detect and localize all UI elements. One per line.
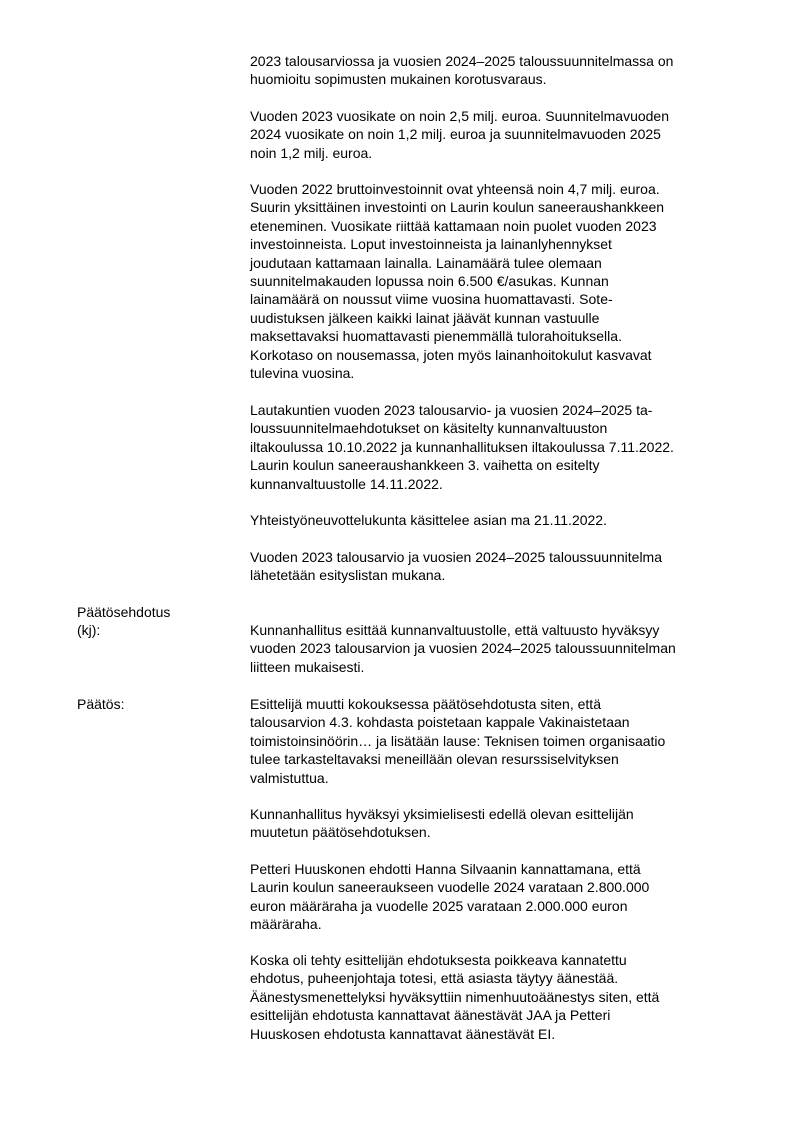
text-line: Korkotaso on nousemassa, joten myös lainanhoitokulut kasvavat [250, 346, 652, 363]
text-line: joudutaan kattamaan lainalla. Lainamäärä tulee olemaan [250, 254, 602, 271]
text-line: Koska oli tehty esittelijän ehdotuksesta poikkeava kannatettu [250, 952, 627, 968]
text-line: valmistuttua. [250, 769, 329, 786]
label-line: Päätösehdotus [77, 604, 171, 620]
text-line: Yhteistyöneuvottelukunta käsittelee asian ma 21.11.2022. [250, 512, 607, 528]
text-line: huomioitu sopimusten mukainen korotusvaraus. [250, 71, 547, 88]
text-line: iltakoulussa 10.10.2022 ja kunnanhallituksen iltakoulussa 7.11.2022. [250, 438, 674, 455]
paragraph-aanestys [250, 951, 750, 1043]
text-line: kunnanvaltuustolle 14.11.2022. [250, 475, 443, 492]
text-line: Laurin koulun saneeraushankkeen 3. vaihetta on esitelty [250, 457, 600, 474]
text-line: vuoden 2023 talousarvion ja vuosien 2024–2025 taloussuunnitelman [250, 640, 676, 657]
label-line: Päätös: [77, 696, 125, 712]
paragraph-muutti [250, 695, 750, 787]
text-line: Lautakuntien vuoden 2023 talousarvio- ja vuosien 2024–2025 ta- [250, 402, 653, 418]
text-line: Vuoden 2023 vuosikate on noin 2,5 milj. euroa. Suunnitelmavuoden [250, 108, 669, 124]
text-line: esittelijän ehdotusta kannattavat äänestävät JAA ja Petteri [250, 1007, 611, 1024]
text-line: Petteri Huuskonen ehdotti Hanna Silvaanin kannattamana, että [250, 861, 641, 877]
text-line: ehdotus, puheenjohtaja totesi, että asiasta täytyy äänestää. [250, 970, 619, 987]
text-line: eteneminen. Vuosikate riittää kattamaan noin puolet vuoden 2023 [250, 217, 657, 234]
label-line: (kj): [77, 622, 101, 639]
label-paatosehdotus [77, 603, 170, 640]
paragraph-huuskonen [250, 860, 750, 934]
paragraph-korotusvaraus [250, 52, 750, 89]
text-line: Huuskosen ehdotusta kannattavat äänestävät EI. [250, 1025, 556, 1042]
paragraph-hyvaksyi [250, 805, 750, 842]
text-line: liitteen mukaisesti. [250, 658, 365, 675]
text-line: muutetun päätösehdotuksen. [250, 824, 431, 841]
paragraph-investoinnit [250, 180, 750, 382]
text-line: lähetetään esityslistan mukana. [250, 567, 446, 584]
paragraph-lahetetaan [250, 548, 750, 585]
paragraph-vuosikate [250, 107, 750, 162]
text-line: Laurin koulun saneeraukseen vuodelle 2024 varataan 2.800.000 [250, 879, 650, 896]
text-line: toimistoinsinöörin… ja lisätään lause: Teknisen toimen organisaatio [250, 732, 666, 749]
text-line: euron määräraha ja vuodelle 2025 varataan 2.000.000 euron [250, 897, 628, 914]
text-line: tulee tarkasteltavaksi meneillään olevan resurssiselvityksen [250, 751, 619, 768]
text-line: tulevina vuosina. [250, 365, 355, 382]
text-line: loussuunnitelmaehdotukset on käsitelty kunnanvaltuuston [250, 420, 608, 437]
text-line: uudistuksen jälkeen kaikki lainat jäävät kunnan vastuulle [250, 309, 600, 326]
text-line: talousarvion 4.3. kohdasta poistetaan kappale Vakinaistetaan [250, 714, 630, 731]
text-line: maksettavaksi huomattavasti pienemmällä tulorahoituksella. [250, 328, 622, 345]
paragraph-ehdotus [250, 621, 750, 676]
paragraph-yhteistyo [250, 511, 750, 529]
text-line: 2023 talousarviossa ja vuosien 2024–2025 taloussuunnitelmassa on [250, 53, 674, 69]
text-line: Kunnanhallitus esittää kunnanvaltuustolle, että valtuusto hyväksyy [250, 622, 660, 638]
label-paatos [77, 695, 124, 713]
text-line: suunnitelmakauden lopussa noin 6.500 €/asukas. Kunnan [250, 273, 609, 290]
paragraph-lautakunnat [250, 401, 750, 493]
text-line: Vuoden 2022 bruttoinvestoinnit ovat yhteensä noin 4,7 milj. euroa. [250, 181, 660, 197]
text-line: noin 1,2 milj. euroa. [250, 144, 373, 161]
text-line: 2024 vuosikate on noin 1,2 milj. euroa ja suunnitelmavuoden 2025 [250, 126, 661, 143]
text-line: Vuoden 2023 talousarvio ja vuosien 2024–2025 taloussuunnitelma [250, 549, 663, 565]
text-line: Kunnanhallitus hyväksyi yksimielisesti edellä olevan esittelijän [250, 806, 634, 822]
text-line: Suurin yksittäinen investointi on Laurin koulun saneeraushankkeen [250, 199, 665, 216]
text-line: investoinneista. Loput investoinneista ja lainanlyhennykset [250, 236, 612, 253]
text-line: Äänestysmenettelyksi hyväksyttiin nimenhuutoäänestys siten, että [250, 988, 660, 1005]
text-line: määräraha. [250, 916, 322, 933]
text-line: lainamäärä on noussut viime vuosina huomattavasti. Sote- [250, 291, 613, 308]
text-line: Esittelijä muutti kokouksessa päätösehdotusta siten, että [250, 696, 601, 712]
